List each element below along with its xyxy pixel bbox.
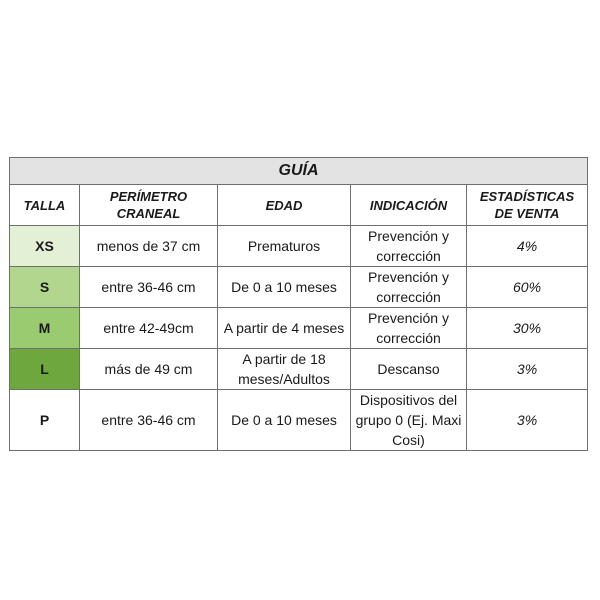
table-title: GUÍA [10,158,588,185]
header-row [10,185,588,226]
perimetro-cell: entre 36-46 cm [80,390,218,451]
header-indicacion: INDICACIÓN [351,185,467,226]
table-row [10,226,588,267]
header-perimetro: PERÍMETRO CRANEAL [80,185,218,226]
size-guide-table [9,157,588,451]
table-row [10,267,588,308]
title-row [10,158,588,185]
size-cell: L [10,349,80,390]
estadisticas-cell: 3% [467,390,588,451]
estadisticas-cell: 60% [467,267,588,308]
table-row [10,349,588,390]
size-cell: M [10,308,80,349]
edad-cell: A partir de 18 meses/Adultos [218,349,351,390]
perimetro-cell: menos de 37 cm [80,226,218,267]
estadisticas-cell: 30% [467,308,588,349]
indicacion-cell: Dispositivos del grupo 0 (Ej. Maxi Cosi) [351,390,467,451]
estadisticas-cell: 3% [467,349,588,390]
indicacion-cell: Prevención y corrección [351,267,467,308]
perimetro-cell: entre 36-46 cm [80,267,218,308]
table-row [10,390,588,451]
indicacion-cell: Descanso [351,349,467,390]
perimetro-cell: entre 42-49cm [80,308,218,349]
perimetro-cell: más de 49 cm [80,349,218,390]
size-cell: S [10,267,80,308]
table-row [10,308,588,349]
edad-cell: De 0 a 10 meses [218,267,351,308]
size-cell: P [10,390,80,451]
edad-cell: A partir de 4 meses [218,308,351,349]
header-talla: TALLA [10,185,80,226]
header-estadisticas: ESTADÍSTICAS DE VENTA [467,185,588,226]
indicacion-cell: Prevención y corrección [351,308,467,349]
header-edad: EDAD [218,185,351,226]
indicacion-cell: Prevención y corrección [351,226,467,267]
edad-cell: Prematuros [218,226,351,267]
estadisticas-cell: 4% [467,226,588,267]
edad-cell: De 0 a 10 meses [218,390,351,451]
size-cell: XS [10,226,80,267]
